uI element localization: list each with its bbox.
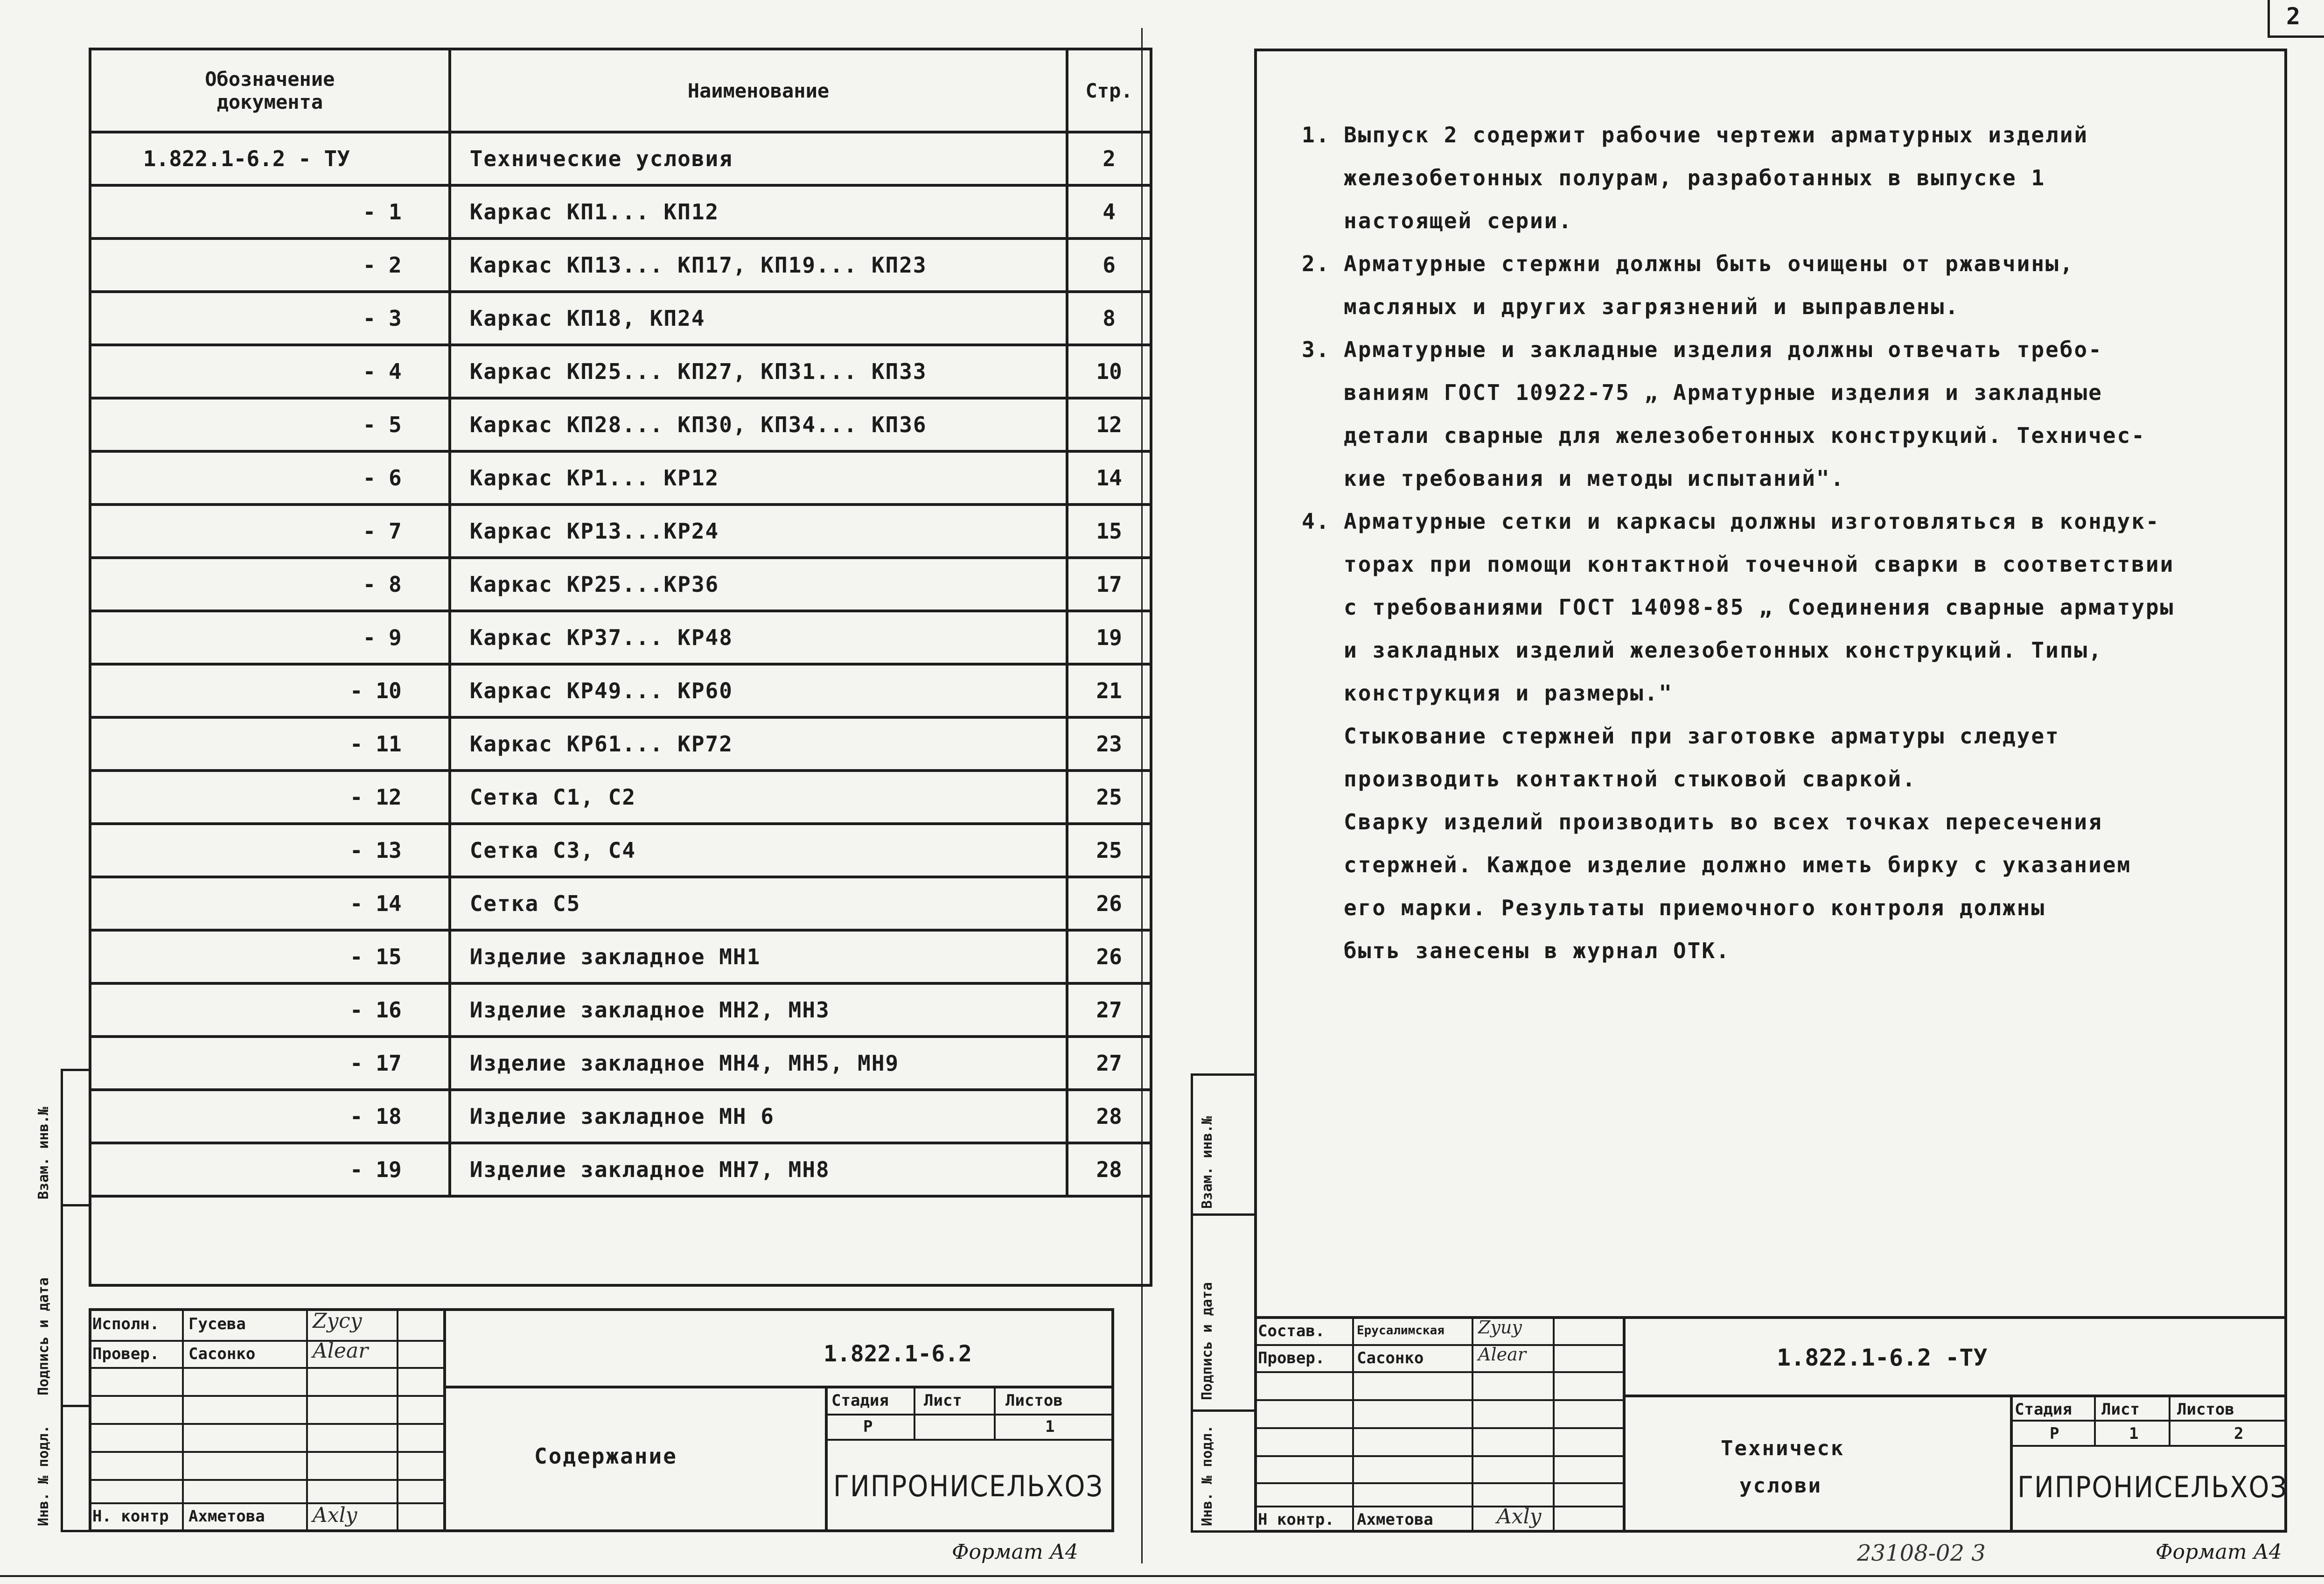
role-checker-right: Провер. bbox=[1258, 1349, 1325, 1367]
sheet-title-line2: услови bbox=[1739, 1474, 1822, 1498]
document-code: - 17 bbox=[90, 1037, 450, 1090]
side-label-replacement: Взам. инв.№ bbox=[35, 1107, 52, 1199]
left-bottom-edge bbox=[0, 1575, 1157, 1577]
contents-row bbox=[90, 505, 1151, 558]
designation-header-line2: документа bbox=[216, 91, 323, 113]
side-label-signature-date-right: Подпись и дата bbox=[1199, 1282, 1215, 1400]
role-norm-control-right: Н контр. bbox=[1258, 1510, 1334, 1529]
page-number-cell: 21 bbox=[1067, 664, 1151, 717]
document-code: - 11 bbox=[90, 717, 450, 771]
document-code: - 14 bbox=[90, 877, 450, 930]
document-name: Сетка С5 bbox=[450, 877, 1067, 930]
left-side-strip bbox=[61, 1069, 89, 1532]
sheet-value-right: 1 bbox=[2129, 1424, 2139, 1443]
document-code: - 19 bbox=[90, 1143, 450, 1196]
contents-row bbox=[90, 824, 1151, 877]
format-label: Формат А4 bbox=[952, 1540, 1078, 1564]
document-code: - 6 bbox=[90, 451, 450, 505]
signature-compiler-icon: Zyuy bbox=[1478, 1317, 1522, 1338]
contents-row bbox=[90, 930, 1151, 983]
document-name: Каркас КР49... КР60 bbox=[450, 664, 1067, 717]
right-bottom-edge bbox=[1157, 1575, 2324, 1577]
document-name: Изделие закладное МН 6 bbox=[450, 1090, 1067, 1143]
document-name: Изделие закладное МН4, МН5, МН9 bbox=[450, 1037, 1067, 1090]
designation-header-line1: Обозначение bbox=[205, 68, 335, 91]
contents-row bbox=[90, 185, 1151, 238]
page-number-cell: 12 bbox=[1067, 398, 1151, 451]
signature-norm-control-icon: Axly bbox=[313, 1503, 357, 1527]
name-checker: Сасонко bbox=[188, 1345, 256, 1363]
note-number: 1. bbox=[1302, 122, 1331, 147]
page-number-cell: 6 bbox=[1067, 238, 1151, 292]
contents-row bbox=[90, 1037, 1151, 1090]
document-code: - 4 bbox=[90, 345, 450, 398]
stage-value: Р bbox=[863, 1417, 873, 1436]
organization-name-right: ГИПРОНИСЕЛЬХОЗ bbox=[2017, 1470, 2288, 1504]
page-number-cell: 14 bbox=[1067, 451, 1151, 505]
signature-checker-icon: Alear bbox=[313, 1339, 369, 1363]
note-number: 4. bbox=[1302, 509, 1331, 534]
page-number-cell: 28 bbox=[1067, 1143, 1151, 1196]
document-name: Каркас КП28... КП30, КП34... КП36 bbox=[450, 398, 1067, 451]
document-name: Каркас КР37... КР48 bbox=[450, 611, 1067, 664]
contents-row bbox=[90, 558, 1151, 611]
note-line: его марки. Результаты приемочного контроля должны bbox=[1344, 895, 2046, 920]
note-line: настоящей серии. bbox=[1344, 208, 1573, 233]
document-code: - 2 bbox=[90, 238, 450, 292]
note-line: железобетонных полурам, разработанных в выпуске 1 bbox=[1344, 165, 2046, 190]
contents-row bbox=[90, 771, 1151, 824]
note-line: Арматурные сетки и каркасы должны изготовляться в кондук- bbox=[1344, 509, 2160, 534]
document-name: Технические условия bbox=[450, 132, 1067, 185]
sheet-title-line1: Техническ bbox=[1721, 1437, 1845, 1460]
document-code: - 18 bbox=[90, 1090, 450, 1143]
page-number-cell: 17 bbox=[1067, 558, 1151, 611]
note-line: торах при помощи контактной точечной сварки в соответствии bbox=[1344, 552, 2175, 577]
organization-name: ГИПРОНИСЕЛЬХОЗ bbox=[833, 1469, 1104, 1503]
side-label-replacement-right: Взам. инв.№ bbox=[1199, 1116, 1215, 1209]
signature-norm-control-right-icon: Axly bbox=[1497, 1505, 1542, 1528]
side-label-inventory: Инв. № подл. bbox=[35, 1425, 52, 1526]
document-name: Изделие закладное МН2, МН3 bbox=[450, 983, 1067, 1037]
side-label-signature-date: Подпись и дата bbox=[35, 1277, 52, 1395]
stage-value-right: Р bbox=[2050, 1424, 2059, 1443]
document-code: - 1 bbox=[90, 185, 450, 238]
document-name: Изделие закладное МН1 bbox=[450, 930, 1067, 983]
page-number-cell: 28 bbox=[1067, 1090, 1151, 1143]
page-number-cell: 26 bbox=[1067, 877, 1151, 930]
page-number-cell: 27 bbox=[1067, 1037, 1151, 1090]
document-code: - 3 bbox=[90, 292, 450, 345]
contents-row bbox=[90, 877, 1151, 930]
sheet-title: Содержание bbox=[534, 1444, 677, 1469]
page-number-cell: 26 bbox=[1067, 930, 1151, 983]
page-number-cell: 10 bbox=[1067, 345, 1151, 398]
sheet-divider bbox=[1141, 28, 1143, 1563]
page-number-cell: 25 bbox=[1067, 771, 1151, 824]
page-number-cell: 19 bbox=[1067, 611, 1151, 664]
contents-row bbox=[90, 983, 1151, 1037]
note-number: 2. bbox=[1302, 251, 1331, 276]
designation-header bbox=[90, 49, 450, 132]
note-line: быть занесены в журнал ОТК. bbox=[1344, 938, 1731, 963]
right-title-block bbox=[1254, 1316, 2287, 1533]
stage-label: Стадия bbox=[831, 1391, 889, 1410]
document-name: Изделие закладное МН7, МН8 bbox=[450, 1143, 1067, 1196]
page-number: 2 bbox=[2286, 3, 2301, 30]
document-code: - 7 bbox=[90, 505, 450, 558]
document-code: - 9 bbox=[90, 611, 450, 664]
sheets-label: Листов bbox=[1005, 1391, 1063, 1410]
sheet-value: 1 bbox=[1045, 1417, 1055, 1436]
left-sheet bbox=[0, 0, 1152, 1584]
page-header: Стр. bbox=[1067, 49, 1151, 132]
note-line: ваниям ГОСТ 10922-75 „ Арматурные изделия и закладные bbox=[1344, 380, 2103, 405]
document-designation-right: 1.822.1-6.2 -ТУ bbox=[1777, 1344, 1988, 1371]
contents-header-row bbox=[90, 49, 1151, 132]
contents-row bbox=[90, 345, 1151, 398]
note-line: масляных и других загрязнений и выправлены. bbox=[1344, 294, 1960, 319]
document-name: Каркас КР61... КР72 bbox=[450, 717, 1067, 771]
page-number-cell: 23 bbox=[1067, 717, 1151, 771]
contents-row bbox=[90, 451, 1151, 505]
note-line: с требованиями ГОСТ 14098-85 „ Соединения сварные арматуры bbox=[1344, 595, 2175, 620]
page-number-cell: 15 bbox=[1067, 505, 1151, 558]
document-code: - 12 bbox=[90, 771, 450, 824]
note-line: и закладных изделий железобетонных конструкций. Типы, bbox=[1344, 638, 2103, 663]
document-name: Каркас КП13... КП17, КП19... КП23 bbox=[450, 238, 1067, 292]
contents-empty-row bbox=[90, 1196, 1151, 1285]
contents-table bbox=[89, 48, 1152, 1287]
page-number-cell: 4 bbox=[1067, 185, 1151, 238]
sheet-label: Лист bbox=[924, 1391, 962, 1410]
document-code: - 8 bbox=[90, 558, 450, 611]
document-name: Каркас КП18, КП24 bbox=[450, 292, 1067, 345]
page-number-cell: 2 bbox=[1067, 132, 1151, 185]
contents-row bbox=[90, 1090, 1151, 1143]
page-number-cell: 27 bbox=[1067, 983, 1151, 1037]
contents-row bbox=[90, 664, 1151, 717]
sheet-label-right: Лист bbox=[2101, 1400, 2140, 1419]
signature-executor-icon: Zуcy bbox=[313, 1309, 362, 1333]
note-line: Арматурные и закладные изделия должны отвечать требо- bbox=[1344, 337, 2103, 362]
document-code: - 16 bbox=[90, 983, 450, 1037]
role-executor: Исполн. bbox=[92, 1315, 160, 1333]
archive-number: 23108-02 3 bbox=[1857, 1540, 1986, 1566]
document-code: - 15 bbox=[90, 930, 450, 983]
note-line: стержней. Каждое изделие должно иметь бирку с указанием bbox=[1344, 852, 2132, 877]
document-name: Каркас КР13...КР24 bbox=[450, 505, 1067, 558]
document-designation: 1.822.1-6.2 bbox=[824, 1341, 972, 1367]
side-label-inventory-right: Инв. № подл. bbox=[1199, 1425, 1215, 1526]
name-norm-control: Ахметова bbox=[188, 1507, 265, 1526]
note-line: детали сварные для железобетонных конструкций. Техничес- bbox=[1344, 423, 2146, 448]
document-code: - 13 bbox=[90, 824, 450, 877]
role-checker: Провер. bbox=[92, 1345, 160, 1363]
name-executor: Гусева bbox=[188, 1315, 246, 1333]
signature-checker-right-icon: Alear bbox=[1478, 1344, 1526, 1365]
name-norm-control-right: Ахметова bbox=[1357, 1510, 1433, 1529]
note-number: 3. bbox=[1302, 337, 1331, 362]
document-name: Сетка С1, С2 bbox=[450, 771, 1067, 824]
document-name: Каркас КР25...КР36 bbox=[450, 558, 1067, 611]
contents-row bbox=[90, 717, 1151, 771]
note-line: Арматурные стержни должны быть очищены от ржавчины, bbox=[1344, 251, 2074, 276]
document-name: Сетка С3, С4 bbox=[450, 824, 1067, 877]
contents-row bbox=[90, 292, 1151, 345]
right-sheet bbox=[1157, 0, 2324, 1584]
document-code: 1.822.1-6.2 - ТУ bbox=[90, 132, 450, 185]
contents-row bbox=[90, 132, 1151, 185]
contents-row bbox=[90, 1143, 1151, 1196]
note-line: Сварку изделий производить во всех точках пересечения bbox=[1344, 809, 2103, 834]
document-name: Каркас КП25... КП27, КП31... КП33 bbox=[450, 345, 1067, 398]
contents-row bbox=[90, 398, 1151, 451]
format-label-right: Формат А4 bbox=[2156, 1540, 2282, 1564]
page-number-cell: 8 bbox=[1067, 292, 1151, 345]
document-name: Каркас КР1... КР12 bbox=[450, 451, 1067, 505]
stage-label-right: Стадия bbox=[2015, 1400, 2072, 1419]
contents-row bbox=[90, 238, 1151, 292]
name-header: Наименование bbox=[450, 49, 1067, 132]
document-code: - 5 bbox=[90, 398, 450, 451]
contents-body bbox=[90, 132, 1151, 1196]
name-compiler: Ерусалимская bbox=[1357, 1324, 1445, 1338]
document-name: Каркас КП1... КП12 bbox=[450, 185, 1067, 238]
sheets-value-right: 2 bbox=[2234, 1424, 2244, 1443]
page-number-cell: 25 bbox=[1067, 824, 1151, 877]
role-norm-control: Н. контр bbox=[92, 1507, 169, 1526]
role-compiler: Состав. bbox=[1258, 1322, 1325, 1340]
left-title-block bbox=[89, 1308, 1114, 1532]
note-line: производить контактной стыковой сваркой. bbox=[1344, 766, 1917, 792]
note-line: кие требования и методы испытаний". bbox=[1344, 466, 1845, 491]
note-line: Выпуск 2 содержит рабочие чертежи арматурных изделий bbox=[1344, 122, 2089, 147]
note-line: Стыкование стержней при заготовке арматуры следует bbox=[1344, 723, 2060, 749]
document-code: - 10 bbox=[90, 664, 450, 717]
note-line: конструкция и размеры." bbox=[1344, 680, 1673, 706]
contents-row bbox=[90, 611, 1151, 664]
sheets-label-right: Листов bbox=[2177, 1400, 2234, 1419]
name-checker-right: Сасонко bbox=[1357, 1349, 1424, 1367]
